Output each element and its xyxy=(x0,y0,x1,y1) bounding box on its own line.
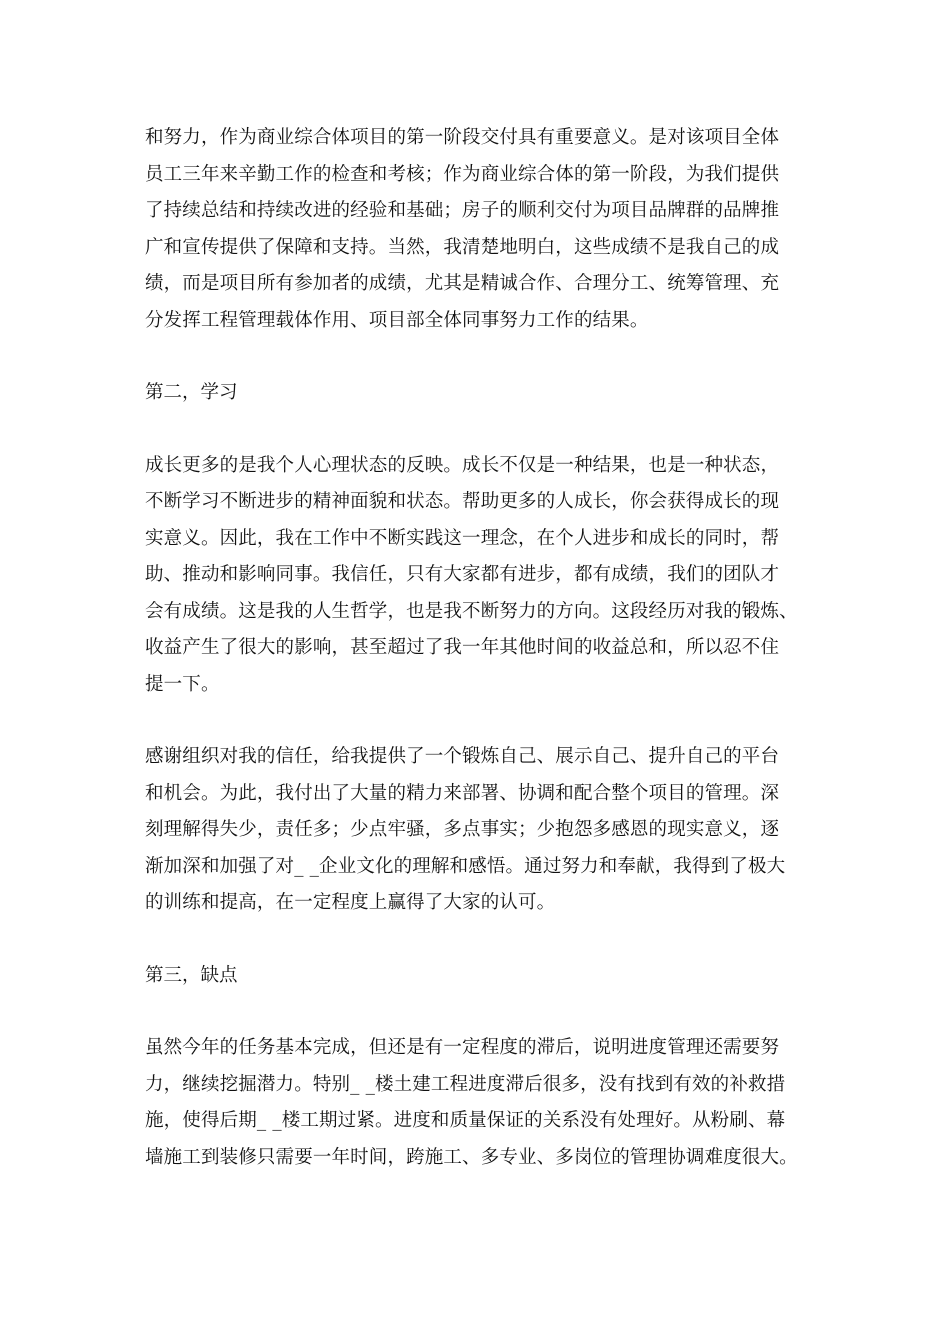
paragraph-gap xyxy=(145,412,810,448)
text-line: 不断学习不断进步的精神面貌和状态。帮助更多的人成长，你会获得成长的现 xyxy=(145,491,780,512)
text-line: 成长更多的是我个人心理状态的反映。成长不仅是一种结果，也是一种状态， xyxy=(145,454,780,476)
text-line: 的训练和提高，在一定程度上赢得了大家的认可。 xyxy=(145,892,556,913)
text-line: 员工三年来辛勤工作的检查和考核；作为商业综合体的第一阶段，为我们提供 xyxy=(145,163,780,185)
paragraph-gap xyxy=(145,703,810,739)
text-line: 绩，而是项目所有参加者的成绩，尤其是精诚合作、合理分工、统筹管理、充 xyxy=(145,273,780,294)
text-line: 和机会。为此，我付出了大量的精力来部署、协调和配合整个项目的管理。深 xyxy=(145,782,780,804)
document-body xyxy=(145,120,810,1176)
paragraph-gap xyxy=(145,994,810,1030)
paragraph-growth xyxy=(145,448,810,704)
text-line: 施，使得后期_ _楼工期过紧。进度和质量保证的关系没有处理好。从粉刷、幕 xyxy=(145,1110,786,1131)
text-line: 收益产生了很大的影响，甚至超过了我一年其他时间的收益总和，所以忍不住 xyxy=(145,637,780,658)
text-line: 墙施工到装修只需要一年时间，跨施工、多专业、多岗位的管理协调难度很大。 xyxy=(145,1146,798,1168)
text-line: 助、推动和影响同事。我信任，只有大家都有进步，都有成绩，我们的团队才 xyxy=(145,564,780,585)
text-line: 实意义。因此，我在工作中不断实践这一理念，在个人进步和成长的同时，帮 xyxy=(145,527,780,549)
text-line: 提一下。 xyxy=(145,673,220,695)
paragraph-delays xyxy=(145,1030,810,1176)
section-heading-shortcomings: 第三，缺点 xyxy=(145,964,238,986)
text-line: 刻理解得失少，责任多；少点牢骚，多点事实；少抱怨多感恩的现实意义，逐 xyxy=(145,819,780,840)
paragraph-gap xyxy=(145,339,810,375)
paragraph-achievements xyxy=(145,120,810,339)
paragraph-gap xyxy=(145,922,810,958)
text-line: 和努力，作为商业综合体项目的第一阶段交付具有重要意义。是对该项目全体 xyxy=(145,127,780,148)
paragraph-gratitude xyxy=(145,739,810,922)
text-line: 虽然今年的任务基本完成，但还是有一定程度的滞后，说明进度管理还需要努 xyxy=(145,1037,780,1058)
text-line: 会有成绩。这是我的人生哲学，也是我不断努力的方向。这段经历对我的锻炼、 xyxy=(145,600,798,622)
text-line: 感谢组织对我的信任，给我提供了一个锻炼自己、展示自己、提升自己的平台 xyxy=(145,746,780,767)
text-line: 广和宣传提供了保障和支持。当然，我清楚地明白，这些成绩不是我自己的成 xyxy=(145,236,780,258)
text-line: 分发挥工程管理载体作用、项目部全体同事努力工作的结果。 xyxy=(145,309,649,331)
section-heading-learning: 第二，学习 xyxy=(145,382,238,403)
text-line: 力，继续挖掘潜力。特别_ _楼土建工程进度滞后很多，没有找到有效的补救措 xyxy=(145,1073,786,1095)
text-line: 渐加深和加强了对_ _企业文化的理解和感悟。通过努力和奉献，我得到了极大 xyxy=(145,855,786,877)
text-line: 了持续总结和持续改进的经验和基础；房子的顺利交付为项目品牌群的品牌推 xyxy=(145,200,780,221)
